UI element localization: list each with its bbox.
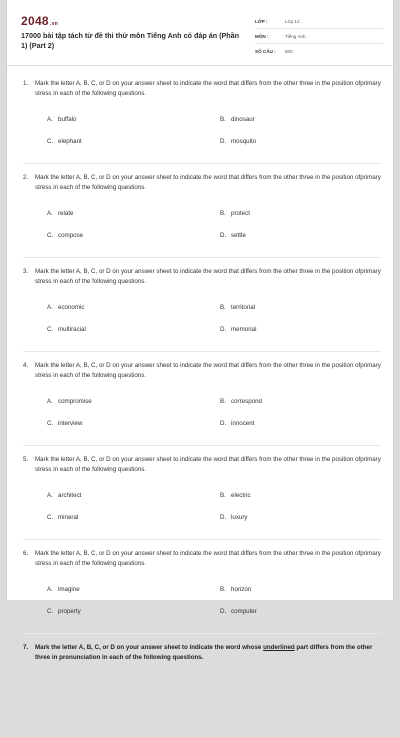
question-number: 3. bbox=[23, 268, 29, 275]
answer-options bbox=[47, 397, 381, 428]
option-text: mosquito bbox=[231, 138, 257, 145]
option-letter: C. bbox=[47, 420, 54, 427]
answer-option[interactable] bbox=[47, 397, 220, 406]
document-header bbox=[7, 0, 395, 66]
meta-key: LỚP : bbox=[255, 18, 268, 24]
option-text: electric bbox=[231, 492, 251, 499]
answer-option[interactable] bbox=[220, 231, 393, 240]
option-letter: C. bbox=[47, 326, 54, 333]
option-letter: B. bbox=[220, 210, 226, 217]
meta-key: MÔN : bbox=[255, 33, 269, 39]
document-meta bbox=[255, 14, 383, 59]
question-number: 7. bbox=[23, 644, 29, 651]
question-number: 6. bbox=[23, 550, 29, 557]
answer-option[interactable] bbox=[47, 115, 220, 124]
option-text: luxury bbox=[231, 514, 248, 521]
option-letter: C. bbox=[47, 608, 54, 615]
question-list bbox=[23, 79, 381, 737]
meta-key: SỐ CÂU : bbox=[255, 49, 276, 54]
question-number: 1. bbox=[23, 80, 29, 87]
option-letter: B. bbox=[220, 492, 226, 499]
site-logo[interactable]: 2048.vn bbox=[21, 14, 59, 28]
option-text: buffalo bbox=[58, 116, 77, 123]
question-text: Mark the letter A, B, C, or D on your answer sheet to indicate the word that differs from the other three in the position ofprimary stress in each of the following questions. bbox=[35, 362, 381, 379]
meta-value: Tiếng Anh bbox=[285, 33, 306, 39]
logo-suffix: .vn bbox=[49, 21, 59, 27]
question-text: Mark the letter A, B, C, or D on your answer sheet to indicate the word that differs from the other three in the position ofprimary stress in each of the following questions. bbox=[35, 80, 381, 97]
document-title: 17000 bài tập tách từ đề thi thử môn Tiếng Anh có đáp án (Phần 1) (Part 2) bbox=[21, 31, 240, 50]
option-text: compromise bbox=[58, 398, 92, 405]
question-text: Mark the letter A, B, C, or D on your answer sheet to indicate the word that differs from the other three in the position ofprimary stress in each of the following questions. bbox=[35, 174, 381, 191]
question-item bbox=[23, 361, 381, 446]
answer-options bbox=[47, 585, 381, 616]
option-text: innocent bbox=[231, 420, 255, 427]
option-letter: D. bbox=[220, 138, 227, 145]
option-letter: D. bbox=[220, 232, 227, 239]
option-text: territorial bbox=[231, 304, 256, 311]
answer-options bbox=[47, 115, 381, 146]
answer-option[interactable] bbox=[220, 137, 393, 146]
answer-option[interactable] bbox=[220, 303, 393, 312]
answer-option[interactable] bbox=[47, 585, 220, 594]
meta-value: Lớp 12 bbox=[285, 18, 300, 24]
meta-value: 500 bbox=[285, 49, 293, 54]
option-letter: A. bbox=[47, 304, 53, 311]
option-text: multiracial bbox=[58, 326, 86, 333]
option-text: settle bbox=[231, 232, 246, 239]
question-item bbox=[23, 549, 381, 634]
meta-row-subject bbox=[255, 29, 383, 44]
answer-option[interactable] bbox=[47, 303, 220, 312]
option-letter: A. bbox=[47, 116, 53, 123]
answer-options bbox=[47, 303, 381, 334]
option-letter: A. bbox=[47, 492, 53, 499]
option-letter: C. bbox=[47, 232, 54, 239]
option-text: interview bbox=[58, 420, 83, 427]
answer-option[interactable] bbox=[220, 513, 393, 522]
answer-options bbox=[47, 209, 381, 240]
answer-option[interactable] bbox=[220, 491, 393, 500]
option-letter: D. bbox=[220, 514, 227, 521]
option-text: economic bbox=[58, 304, 85, 311]
meta-row-class bbox=[255, 14, 383, 29]
answer-option[interactable] bbox=[47, 513, 220, 522]
option-letter: D. bbox=[220, 420, 227, 427]
answer-option[interactable] bbox=[47, 325, 220, 334]
option-text: computer bbox=[231, 608, 257, 615]
option-letter: C. bbox=[47, 138, 54, 145]
option-text: memorial bbox=[231, 326, 257, 333]
option-text: architect bbox=[58, 492, 82, 499]
option-letter: B. bbox=[220, 304, 226, 311]
question-item bbox=[23, 267, 381, 352]
option-text: correspond bbox=[231, 398, 262, 405]
option-letter: B. bbox=[220, 116, 226, 123]
option-letter: A. bbox=[47, 210, 53, 217]
question-item bbox=[23, 643, 381, 728]
answer-option[interactable] bbox=[47, 419, 220, 428]
answer-options bbox=[47, 491, 381, 522]
answer-option[interactable] bbox=[220, 397, 393, 406]
option-text: compose bbox=[58, 232, 84, 239]
answer-option[interactable] bbox=[47, 607, 220, 616]
question-number: 5. bbox=[23, 456, 29, 463]
answer-option[interactable] bbox=[220, 585, 393, 594]
meta-row-count bbox=[255, 44, 383, 59]
option-letter: D. bbox=[220, 608, 227, 615]
question-text: Mark the letter A, B, C, or D on your answer sheet to indicate the word that differs from the other three in the position ofprimary stress in each of the following questions. bbox=[35, 456, 381, 473]
question-item bbox=[23, 173, 381, 258]
answer-option[interactable] bbox=[220, 607, 393, 616]
answer-option[interactable] bbox=[220, 325, 393, 334]
option-letter: A. bbox=[47, 586, 53, 593]
option-letter: A. bbox=[47, 398, 53, 405]
answer-option[interactable] bbox=[220, 209, 393, 218]
document-page bbox=[6, 0, 394, 661]
option-text: elephant bbox=[58, 138, 82, 145]
option-text: protect bbox=[231, 210, 250, 217]
underlined-word: underlined bbox=[263, 644, 295, 651]
question-number: 4. bbox=[23, 362, 29, 369]
option-letter: B. bbox=[220, 398, 226, 405]
option-text: property bbox=[58, 608, 81, 615]
question-text: Mark the letter A, B, C, or D on your answer sheet to indicate the word whose underlined part differs from the other three in pronunciation in each of the following questions. bbox=[35, 644, 373, 661]
question-text: Mark the letter A, B, C, or D on your answer sheet to indicate the word that differs from the other three in the position ofprimary stress in each of the following questions. bbox=[35, 268, 381, 285]
answer-option[interactable] bbox=[47, 491, 220, 500]
option-text: dinosaur bbox=[231, 116, 255, 123]
option-letter: C. bbox=[47, 514, 54, 521]
answer-option[interactable] bbox=[47, 231, 220, 240]
option-text: relate bbox=[58, 210, 74, 217]
question-item bbox=[23, 455, 381, 540]
option-text: horizon bbox=[231, 586, 252, 593]
question-text: Mark the letter A, B, C, or D on your answer sheet to indicate the word that differs from the other three in the position ofprimary stress in each of the following questions. bbox=[35, 550, 381, 567]
option-letter: B. bbox=[220, 586, 226, 593]
option-text: imagine bbox=[58, 586, 80, 593]
answer-option[interactable] bbox=[220, 419, 393, 428]
answer-option[interactable] bbox=[47, 209, 220, 218]
option-text: mineral bbox=[58, 514, 79, 521]
question-number: 2. bbox=[23, 174, 29, 181]
answer-option[interactable] bbox=[47, 137, 220, 146]
option-letter: D. bbox=[220, 326, 227, 333]
question-item bbox=[23, 79, 381, 164]
answer-option[interactable] bbox=[220, 115, 393, 124]
